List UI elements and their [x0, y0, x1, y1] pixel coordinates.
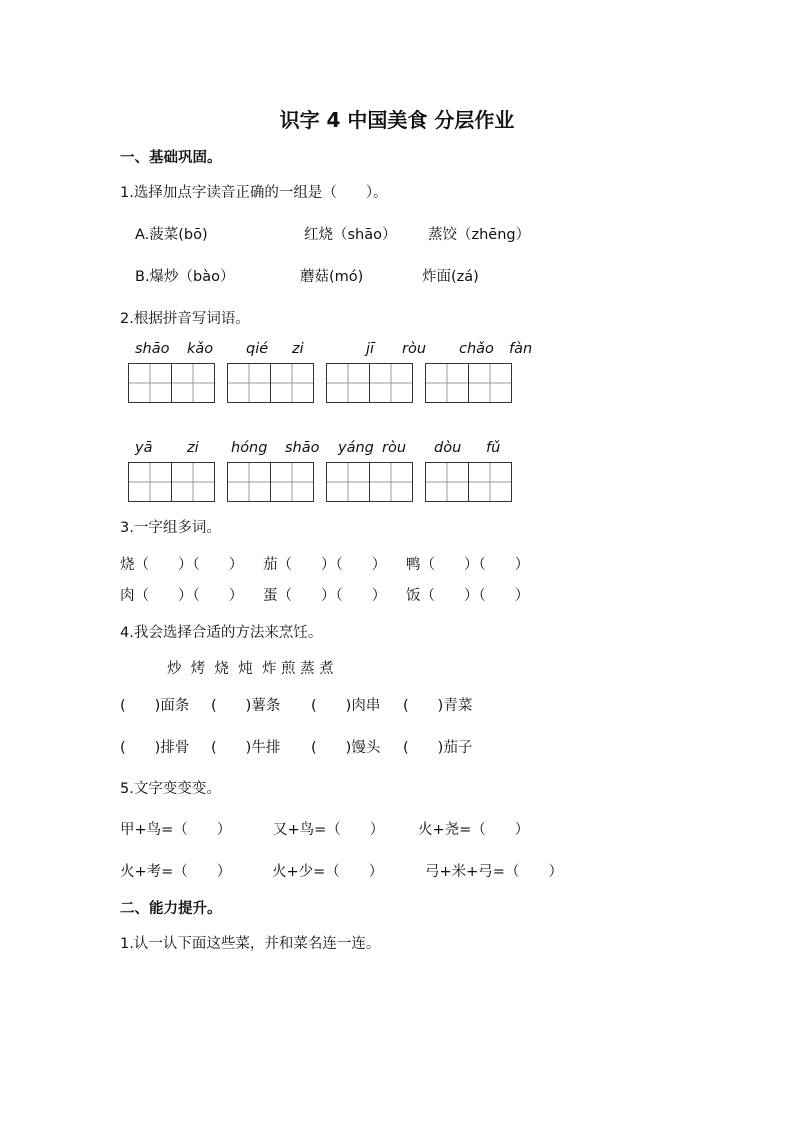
- writing-grid-6[interactable]: [227, 462, 313, 502]
- writing-grid-7[interactable]: [326, 462, 412, 502]
- q3-item-6: 饭（ ）（ ）: [406, 588, 530, 604]
- writing-grid-5[interactable]: [128, 462, 214, 502]
- q3-item-4: 肉（ ）（ ）: [120, 588, 244, 604]
- q4-item-6: ( )牛排: [211, 740, 281, 756]
- pinyin-4-2: fàn: [509, 341, 533, 357]
- question-4-prompt: 4.我会选择合适的方法来烹饪。: [120, 625, 323, 641]
- pinyin-1-1: shāo: [135, 341, 170, 357]
- pinyin-7-2: ròu: [382, 440, 407, 456]
- question-1-prompt: 1.选择加点字读音正确的一组是（ ）。: [120, 185, 388, 201]
- cooking-methods-word-bank: 炒 烤 烧 炖 炸 煎 蒸 煮: [167, 661, 334, 677]
- pinyin-3-1: jī: [366, 341, 375, 357]
- q5-item-1: 甲+鸟=（ ）: [120, 822, 232, 838]
- pinyin-2-2: zi: [292, 341, 304, 357]
- question-2-prompt: 2.根据拼音写词语。: [120, 311, 250, 327]
- writing-grid-2[interactable]: [227, 363, 313, 403]
- q1-option-b-1: B.爆炒（bào）: [135, 269, 235, 285]
- ability-question-1-prompt: 1.认一认下面这些菜，并和菜名连一连。: [120, 936, 381, 952]
- q4-item-5: ( )排骨: [120, 740, 190, 756]
- q4-item-4: ( )青菜: [403, 698, 473, 714]
- pinyin-2-1: qié: [246, 341, 269, 357]
- question-5-prompt: 5.文字变变变。: [120, 781, 221, 797]
- q3-item-5: 蛋（ ）（ ）: [263, 588, 387, 604]
- pinyin-5-1: yā: [135, 440, 153, 456]
- page-title: 识字 4 中国美食 分层作业: [279, 108, 515, 132]
- pinyin-8-1: dòu: [434, 440, 462, 456]
- pinyin-6-1: hóng: [231, 440, 268, 456]
- writing-grid-8[interactable]: [425, 462, 511, 502]
- q1-option-b-3: 炸面(zá): [422, 269, 479, 285]
- q4-item-1: ( )面条: [120, 698, 190, 714]
- section-ability-heading: 二、能力提升。: [120, 901, 222, 917]
- q5-item-6: 弓+米+弓=（ ）: [425, 864, 563, 880]
- q5-item-2: 又+鸟=（ ）: [273, 822, 385, 838]
- q5-item-3: 火+尧=（ ）: [418, 822, 530, 838]
- q4-item-7: ( )馒头: [311, 740, 381, 756]
- writing-grid-1[interactable]: [128, 363, 214, 403]
- q4-item-8: ( )茄子: [403, 740, 473, 756]
- q5-item-4: 火+考=（ ）: [120, 864, 232, 880]
- pinyin-7-1: yáng: [338, 440, 374, 456]
- q1-option-a-3: 蒸饺（zhēng）: [428, 227, 531, 243]
- q1-option-a-1: A.菠菜(bō): [135, 227, 208, 243]
- pinyin-8-2: fǔ: [486, 440, 501, 456]
- pinyin-3-2: ròu: [402, 341, 427, 357]
- q1-option-b-2: 蘑菇(mó): [300, 269, 364, 285]
- q3-item-1: 烧（ ）（ ）: [120, 557, 244, 573]
- pinyin-4-1: chǎo: [459, 341, 494, 357]
- pinyin-6-2: shāo: [285, 440, 320, 456]
- section-basic-heading: 一、基础巩固。: [120, 150, 222, 166]
- q4-item-2: ( )薯条: [211, 698, 281, 714]
- question-3-prompt: 3.一字组多词。: [120, 520, 221, 536]
- q1-option-a-2: 红烧（shāo）: [304, 227, 397, 243]
- writing-grid-4[interactable]: [425, 363, 511, 403]
- q5-item-5: 火+少=（ ）: [272, 864, 384, 880]
- pinyin-5-2: zi: [187, 440, 199, 456]
- q4-item-3: ( )肉串: [311, 698, 381, 714]
- q3-item-3: 鸭（ ）（ ）: [406, 557, 530, 573]
- q3-item-2: 茄（ ）（ ）: [263, 557, 387, 573]
- pinyin-1-2: kǎo: [187, 341, 214, 357]
- writing-grid-3[interactable]: [326, 363, 412, 403]
